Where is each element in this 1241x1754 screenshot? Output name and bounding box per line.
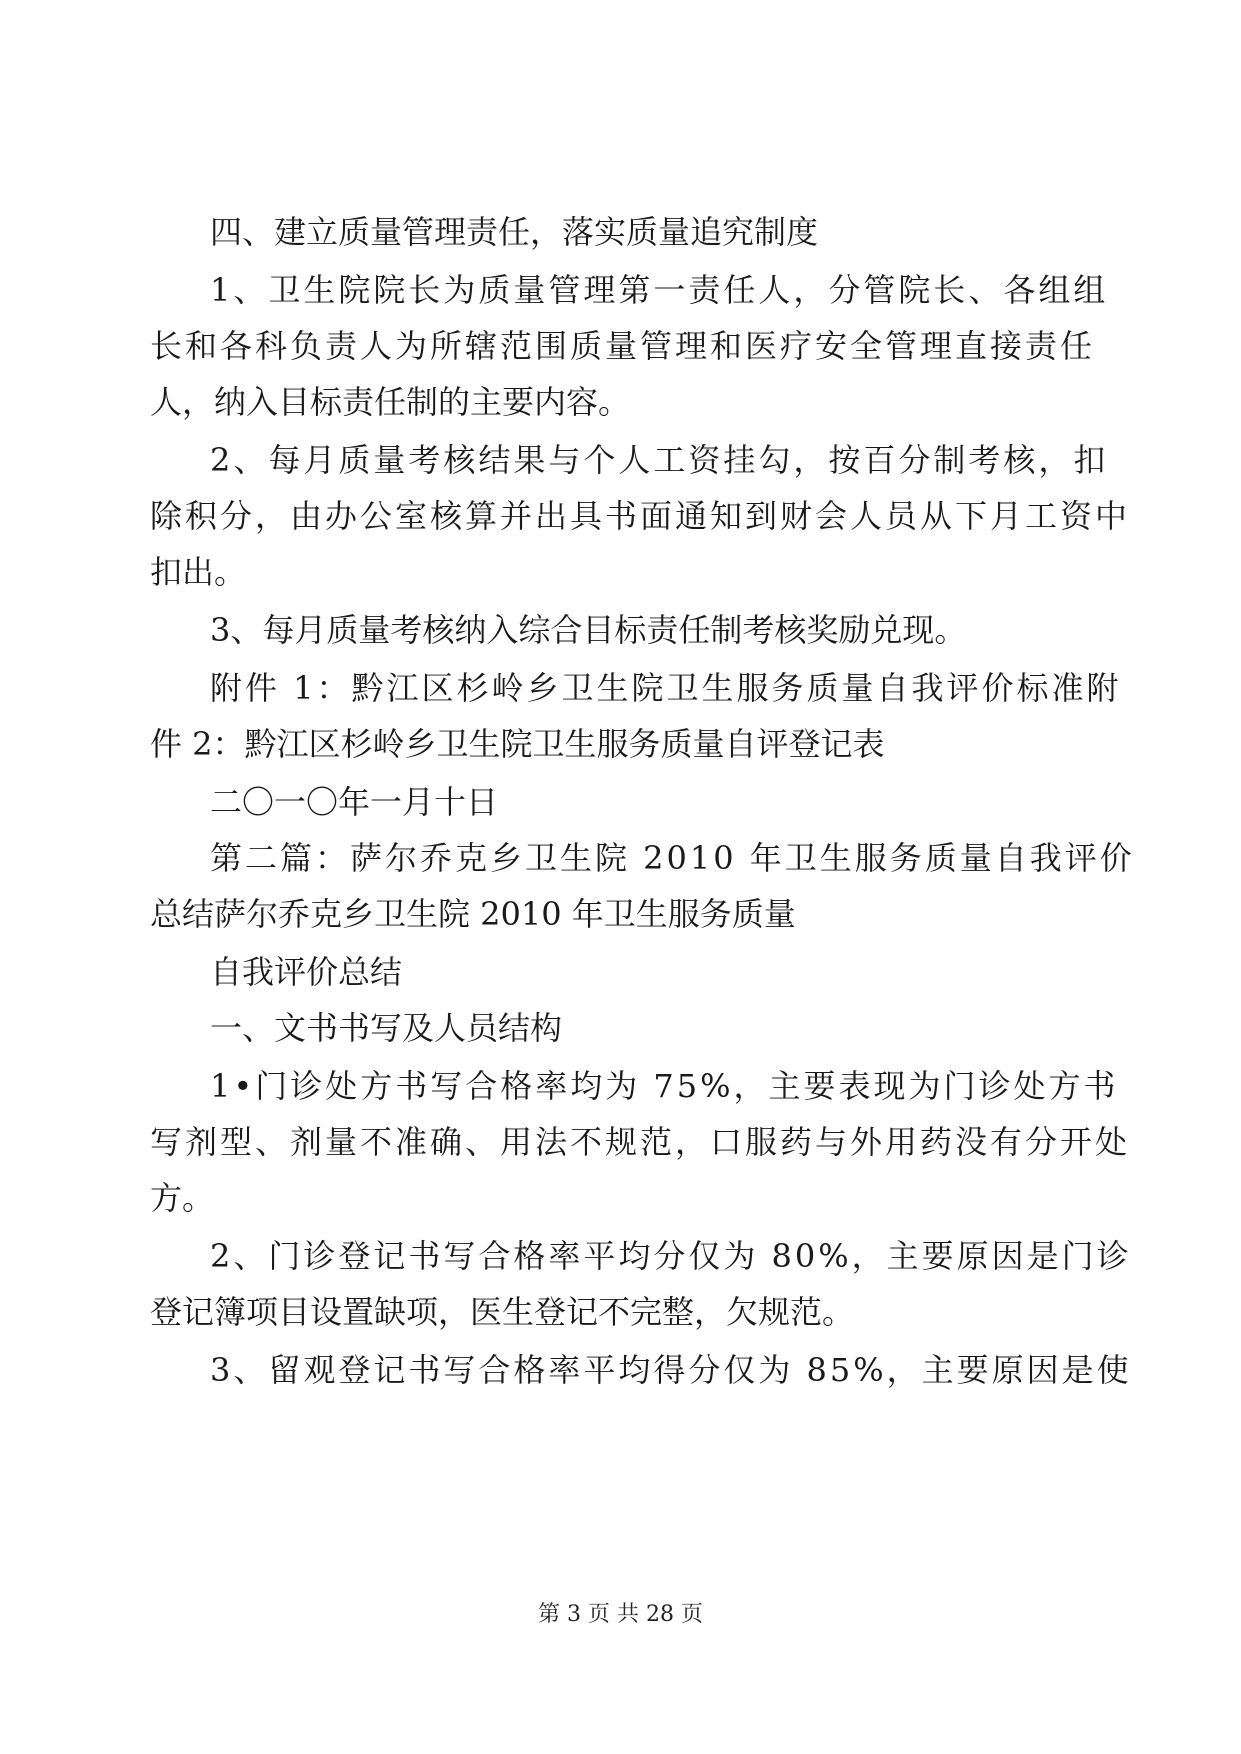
date-line: 二〇一〇年一月十日 [210,783,499,821]
attachment-line-1: 附件 1：黔江区杉岭乡卫生院卫生服务质量自我评价标准附 [210,669,1122,707]
item-3-line-1: 3、留观登记书写合格率平均得分仅为 85%，主要原因是使 [210,1351,1132,1389]
item-1-line-3: 方。 [150,1179,215,1217]
chapter-2-title-line-2: 总结萨尔乔克乡卫生院 2010 年卫生服务质量 [150,895,796,933]
paragraph-2-line-2: 除积分，由办公室核算并出具书面通知到财会人员从下月工资中 [150,497,1131,535]
paragraph-1-line-2: 长和各科负责人为所辖范围质量管理和医疗安全管理直接责任 [150,327,1096,365]
paragraph-1-line-1: 1、卫生院院长为质量管理第一责任人，分管院长、各组组 [210,271,1109,309]
paragraph-2-line-1: 2、每月质量考核结果与个人工资挂勾，按百分制考核，扣 [210,441,1109,479]
item-2-line-2: 登记簿项目设置缺项，医生登记不完整，欠规范。 [150,1293,855,1331]
item-1-line-2: 写剂型、剂量不准确、用法不规范，口服药与外用药没有分开处 [150,1123,1131,1161]
chapter-2-subtitle: 自我评价总结 [210,953,403,991]
item-2-line-1: 2、门诊登记书写合格率平均分仅为 80%，主要原因是门诊 [210,1237,1132,1275]
paragraph-1-line-3: 人，纳入目标责任制的主要内容。 [150,383,631,421]
attachment-line-2: 件 2：黔江区杉岭乡卫生院卫生服务质量自评登记表 [150,725,885,763]
item-1-line-1: 1•门诊处方书写合格率均为 75%，主要表现为门诊处方书 [210,1067,1119,1105]
paragraph-2-line-3: 扣出。 [150,553,247,591]
page-footer: 第 3 页 共 28 页 [538,1602,703,1627]
chapter-2-title-line-1: 第二篇：萨尔乔克乡卫生院 2010 年卫生服务质量自我评价 [210,839,1135,877]
section-heading-4: 四、建立质量管理责任，落实质量追究制度 [210,213,819,251]
section-heading-1: 一、文书书写及人员结构 [210,1009,563,1047]
paragraph-3: 3、每月质量考核纳入综合目标责任制考核奖励兑现。 [210,611,967,649]
